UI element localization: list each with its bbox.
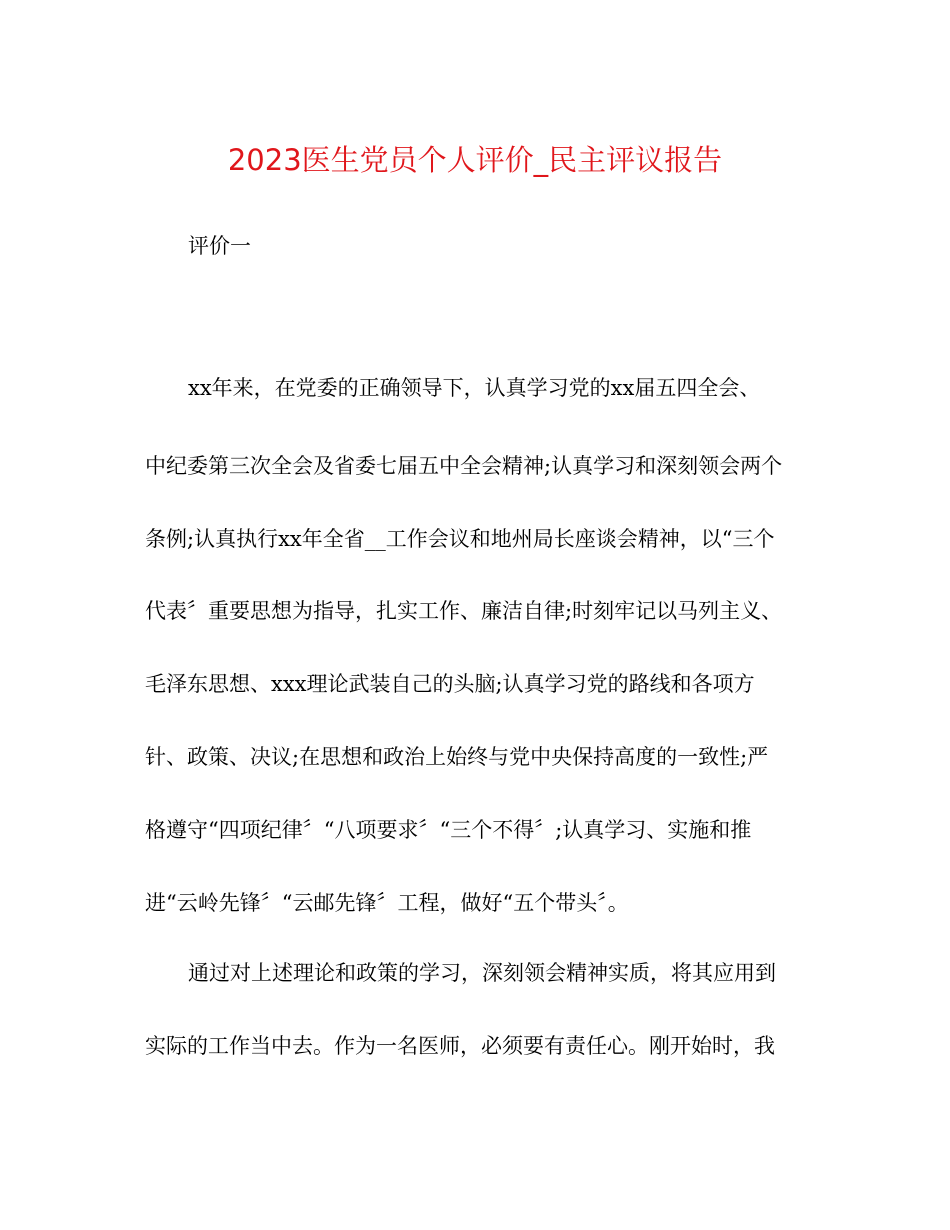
paragraph-line: 针、政策、决议;在思想和政治上始终与党中央保持高度的一致性;严 bbox=[145, 745, 769, 769]
paragraph-line: 毛泽东思想、xxx理论武装自己的头脑;认真学习党的路线和各项方 bbox=[145, 672, 755, 696]
paragraph-line: 实际的工作当中去。作为一名医师，必须要有责任心。刚开始时，我 bbox=[145, 1034, 775, 1058]
paragraph-line: 格遵守“四项纪律〞“八项要求〞“三个不得〞;认真学习、实施和推 bbox=[145, 818, 752, 842]
section-heading: 评价一 bbox=[188, 234, 251, 258]
paragraph-line: 中纪委第三次全会及省委七届五中全会精神;认真学习和深刻领会两个 bbox=[145, 454, 783, 478]
paragraph-line: 通过对上述理论和政策的学习，深刻领会精神实质，将其应用到 bbox=[188, 961, 776, 985]
document-title: 2023医生党员个人评价_民主评议报告 bbox=[227, 143, 723, 177]
paragraph-line: 代表〞重要思想为指导，扎实工作、廉洁自律;时刻牢记以马列主义、 bbox=[145, 599, 783, 623]
paragraph-line: xx年来，在党委的正确领导下，认真学习党的xx届五四全会、 bbox=[188, 376, 761, 400]
paragraph-line: 进“云岭先锋〞“云邮先锋〞工程，做好“五个带头〞。 bbox=[145, 891, 629, 915]
paragraph-line: 条例;认真执行xx年全省__工作会议和地州局长座谈会精神，以“三个 bbox=[145, 527, 775, 551]
